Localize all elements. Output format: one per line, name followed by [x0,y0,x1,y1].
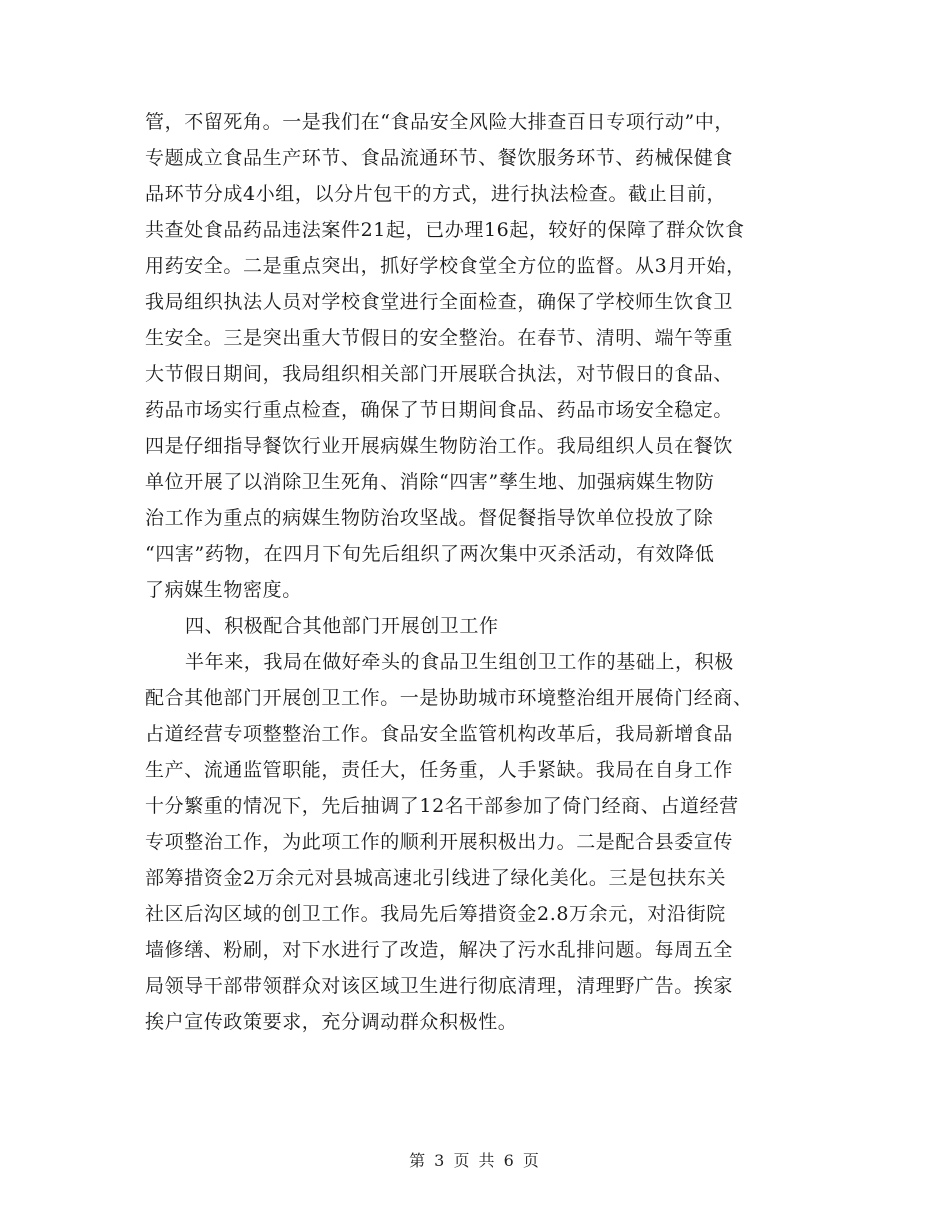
paragraph-2 [145,644,815,1040]
text-line: 挨户宣传政策要求，充分调动群众积极性。 [145,1011,518,1033]
text-line: 部筹措资金2万余元对县城高速北引线进了绿化美化。三是包扶东关 [145,867,727,889]
text-line: 药品市场实行重点检查，确保了节日期间食品、药品市场安全稳定。 [145,399,734,421]
text-line: 品环节分成4小组，以分片包干的方式，进行执法检查。截止目前， [145,183,727,205]
text-line: 了病媒生物密度。 [145,579,302,601]
text-line: 占道经营专项整整治工作。食品安全监管机构改革后，我局新增食品 [145,723,734,745]
text-line: 治工作为重点的病媒生物防治攻坚战。督促餐指导饮单位投放了除 [145,507,714,529]
text-line: 共查处食品药品违法案件21起，已办理16起，较好的保障了群众饮食 [145,219,745,241]
text-line: 社区后沟区域的创卫工作。我局先后筹措资金2.8万余元，对沿街院 [145,903,726,925]
text-line: 管，不留死角。一是我们在“食品安全风险大排查百日专项行动”中， [145,111,735,133]
text-line: 配合其他部门开展创卫工作。一是协助城市环境整治组开展倚门经商、 [145,687,753,709]
text-line: 十分繁重的情况下，先后抽调了12名干部参加了倚门经商、占道经营 [145,795,739,817]
text-line: 用药安全。二是重点突出，抓好学校食堂全方位的监督。从3月开始， [145,255,746,277]
document-body [145,104,815,1040]
text-line: 半年来，我局在做好牵头的食品卫生组创卫工作的基础上，积极 [185,651,734,673]
text-line: 四是仔细指导餐饮行业开展病媒生物防治工作。我局组织人员在餐饮 [145,435,734,457]
text-line: 局领导干部带领群众对该区域卫生进行彻底清理，清理野广告。挨家 [145,975,734,997]
text-line: 单位开展了以消除卫生死角、消除“四害”孳生地、加强病媒生物防 [145,471,715,493]
section-heading: 四、积极配合其他部门开展创卫工作 [185,615,499,637]
text-line: 专项整治工作，为此项工作的顺利开展积极出力。二是配合县委宣传 [145,831,734,853]
text-line: 生安全。三是突出重大节假日的安全整治。在春节、清明、端午等重 [145,327,734,349]
text-line: 我局组织执法人员对学校食堂进行全面检查，确保了学校师生饮食卫 [145,291,734,313]
paragraph-1 [145,104,815,608]
text-line: 专题成立食品生产环节、食品流通环节、餐饮服务环节、药械保健食 [145,147,734,169]
text-line: 墙修缮、粉刷，对下水进行了改造，解决了污水乱排问题。每周五全 [145,939,734,961]
text-line: “四害”药物，在四月下旬先后组织了两次集中灭杀活动，有效降低 [145,543,715,565]
text-line: 生产、流通监管职能，责任大，任务重，人手紧缺。我局在自身工作 [145,759,734,781]
page-number-footer: 第 3 页 共 6 页 [409,1151,541,1170]
text-line: 大节假日期间，我局组织相关部门开展联合执法，对节假日的食品、 [145,363,734,385]
